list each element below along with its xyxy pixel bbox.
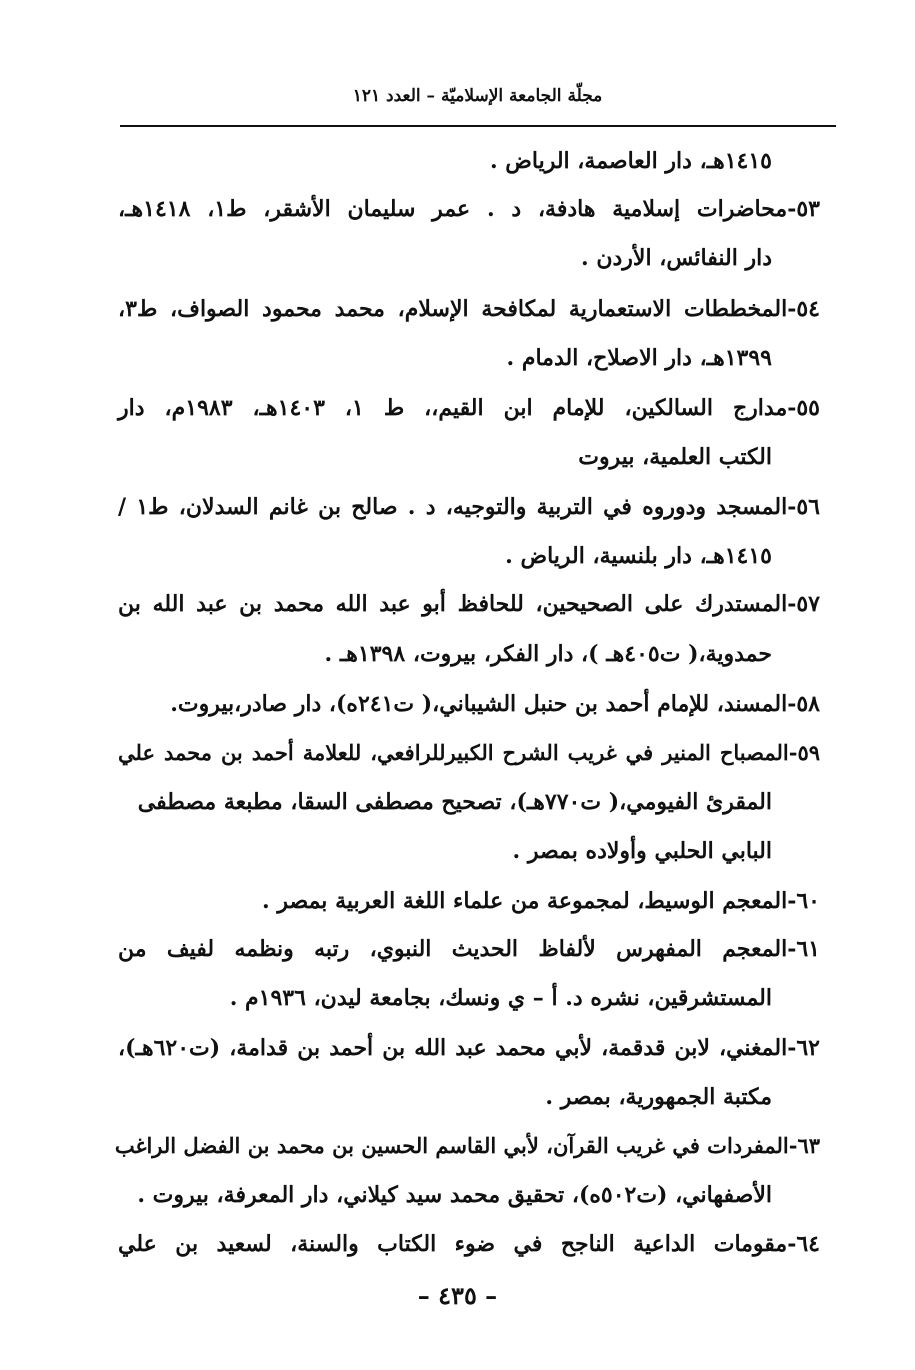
running-header: مجلّة الجامعة الإسلاميّة – العدد ١٢١ (352, 86, 603, 106)
reference-59-line-1: ٥٩-المصباح المنير في غريب الشرح الكبيرللرافعي، للعلامة أحمد بن محمد علي (118, 740, 820, 765)
reference-54-line-2: ١٣٩٩هـ، دار الاصلاح، الدمام . (506, 345, 772, 371)
reference-60-line-1: ٦٠-المعجم الوسيط، لمجموعة من علماء اللغة العربية بمصر . (262, 888, 820, 914)
reference-56-line-2: ١٤١٥هـ، دار بلنسية، الرياض . (505, 543, 772, 569)
reference-54-line-1: ٥٤-المخططات الاستعمارية لمكافحة الإسلام، محمد محمود الصواف، ط٣، (118, 296, 820, 322)
reference-57-line-1: ٥٧-المستدرك على الصحيحين، للحافظ أبو عبد الله محمد بن عبد الله بن (118, 591, 820, 617)
reference-61-line-2: المستشرقين، نشره د. أ – ي ونسك، بجامعة ليدن، ١٩٣٦م . (229, 985, 772, 1011)
reference-line: ١٤١٥هـ، دار العاصمة، الرياض . (489, 148, 772, 174)
reference-57-line-2: حمدوية،( ت٤٠٥هـ )، دار الفكر، بيروت، ١٣٩٨هـ . (324, 641, 772, 667)
reference-62-line-1: ٦٢-المغني، لابن قدقمة، لأبي محمد عبد الله بن أحمد بن قدامة، (ت٦٢٠هـ)، (118, 1035, 820, 1061)
reference-61-line-1: ٦١-المعجم المفهرس لألفاظ الحديث النبوي، رتبه ونظمه لفيف من (118, 936, 820, 962)
reference-58-line-1: ٥٨-المسند، للإمام أحمد بن حنبل الشيباني،( ت٢٤١ه)، دار صادر،بيروت. (170, 691, 820, 717)
reference-63-line-1: ٦٣-المفردات في غريب القرآن، لأبي القاسم الحسين بن محمد بن الفضل الراغب (114, 1133, 820, 1158)
reference-53-line-2: دار النفائس، الأردن . (581, 245, 772, 271)
header-rule (120, 125, 836, 127)
reference-62-line-2: مكتبة الجمهورية، بمصر . (545, 1084, 772, 1110)
reference-64-line-1: ٦٤-مقومات الداعية الناجح في ضوء الكتاب والسنة، لسعيد بن علي (118, 1231, 820, 1257)
reference-59-line-2: المقرئ الفيومي،( ت٧٧٠هـ)، تصحيح مصطفى السقا، مطبعة مصطفى (137, 789, 772, 815)
page-number: – ٤٣٥ – (417, 1281, 498, 1310)
reference-53-line-1: ٥٣-محاضرات إسلامية هادفة، د . عمر سليمان الأشقر، ط١، ١٤١٨هـ، (118, 196, 820, 222)
reference-55-line-1: ٥٥-مدارج السالكين، للإمام ابن القيم،، ط ١، ١٤٠٣هـ، ١٩٨٣م، دار (118, 395, 820, 421)
reference-63-line-2: الأصفهاني، (ت٥٠٢ه)، تحقيق محمد سيد كيلاني، دار المعرفة، بيروت . (137, 1182, 772, 1208)
reference-56-line-1: ٥٦-المسجد ودوروه في التربية والتوجيه، د . صالح بن غانم السدلان، ط١ / (118, 494, 820, 520)
reference-55-line-2: الكتب العلمية، بيروت (578, 444, 772, 470)
reference-59-line-3: البابي الحلبي وأولاده بمصر . (512, 838, 772, 864)
